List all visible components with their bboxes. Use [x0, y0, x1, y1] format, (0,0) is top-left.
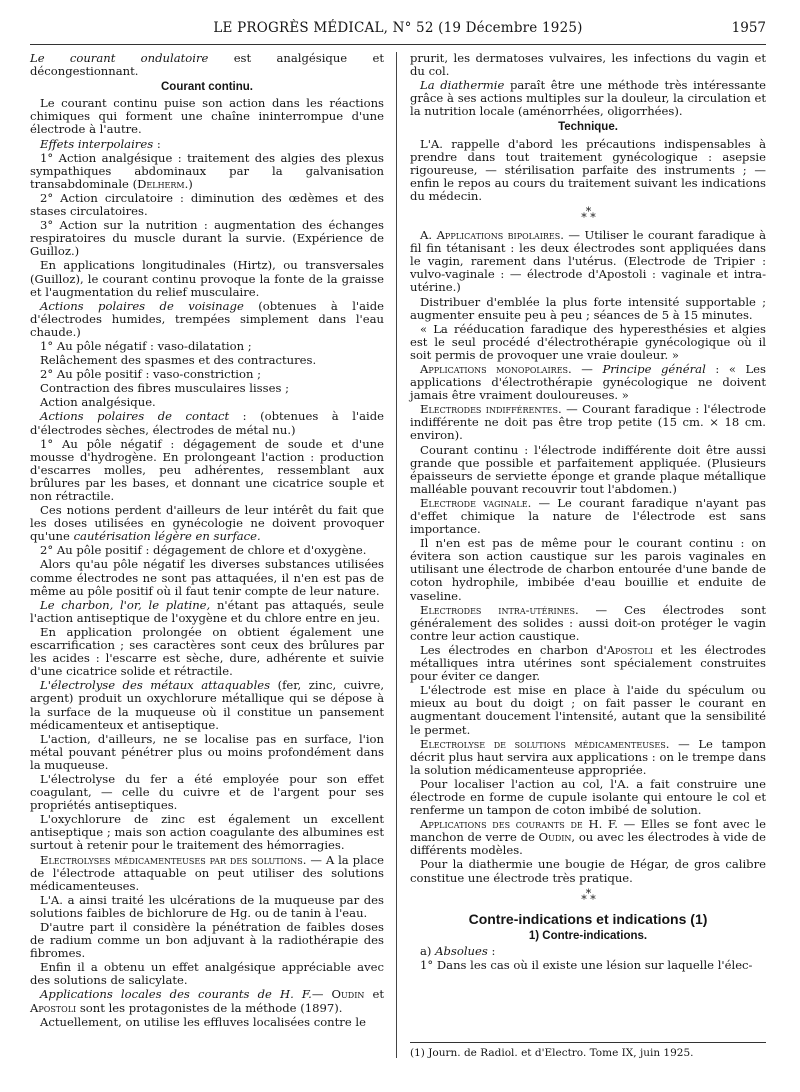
text-run: : — [487, 943, 496, 958]
text-run: : « Les applications d'électrothérapie gynécologique ne doivent jamais être vraiment douloureuses. » — [410, 361, 766, 403]
text-run: 3° Action sur la nutrition : augmentation des échanges respiratoires du muscle durant la survie. (Expérience de Guilloz.) — [30, 218, 384, 259]
paragraph — [30, 138, 384, 151]
text-run: Contraction des fibres musculaires lisses ; — [40, 381, 289, 396]
text-run: — — [311, 987, 332, 1002]
paragraph — [30, 219, 384, 258]
text-run: Les électrodes en charbon d' — [420, 642, 607, 657]
running-title: LE PROGRÈS MÉDICAL, N° 52 (19 Décembre 1925) — [213, 20, 583, 36]
paragraph — [30, 354, 384, 367]
paragraph — [410, 684, 766, 736]
text-run: Apostoli — [606, 642, 653, 657]
text-run: (obtenues à l'aide d'électrodes humides, trempées simplement dans l'eau chaude.) — [30, 298, 384, 339]
paragraph — [30, 544, 384, 557]
text-run: Applications monopolaires — [420, 361, 569, 376]
text-run: En application prolongée on obtient également une escarrification ; ses caractères sont ceux des brûlures par les acides : l'escarre est sèche, dure, adhérente et suivie d'une cicatrice solide et rétractile. — [30, 624, 384, 679]
text-run: Oudin — [538, 830, 572, 845]
text-run: Distribuer d'emblée la plus forte intensité supportable ; augmenter ensuite peu à peu ; séances de 5 à 15 minutes. — [410, 294, 766, 322]
text-run: Electrolyse de solutions médicamenteuses — [420, 736, 666, 751]
subsection-heading: 1) Contre-indications. — [528, 929, 648, 942]
footnote-rule — [410, 1042, 766, 1043]
paragraph — [410, 229, 766, 294]
text-run: L'action, d'ailleurs, ne se localise pas en surface, l'ion métal pouvant pénétrer plus ou moins profondément dans la muqueuse. — [30, 731, 384, 772]
column-divider — [396, 52, 397, 1058]
paragraph — [30, 813, 384, 852]
paragraph — [30, 152, 384, 191]
paragraph — [410, 444, 766, 496]
text-run: Ces notions perdent d'ailleurs de leur intérêt du fait que les doses utilisées en gynécologie ne doivent provoquer qu'une — [30, 503, 384, 544]
paragraph — [410, 959, 766, 972]
paragraph — [30, 921, 384, 960]
text-run: Le courant continu puise son action dans les réactions chimiques qui forment une chaîne ininterrompue d'une électrode à l'autre. — [30, 96, 384, 137]
text-run: . — Ces électrodes sont généralement des solides : aussi doit-on protéger le vagin contre leur action caustique. — [410, 602, 766, 643]
text-run: Actuellement, on utilise les effluves localisées contre le — [40, 1014, 366, 1029]
text-run: (fer, zinc, cuivre, argent) produit un oxychlorure métallique qui se dépose à la surface de la muqueuse où il constitue un pansement médicamenteux et antiseptique. — [30, 678, 384, 732]
text-run: Relâchement des spasmes et des contractures. — [40, 353, 317, 368]
left-column — [30, 52, 384, 1030]
text-run: 1° Action analgésique : traitement des algies des plexus sympathiques abdominaux par la galvanisation transabdominale ( — [30, 150, 384, 191]
text-run: , ou avec les électrodes à vide de différents modèles. — [410, 830, 766, 858]
text-run: : (obtenues à l'aide d'électrodes sèches, électrodes de métal nu.) — [30, 409, 384, 437]
text-run: Applications bipolaires — [436, 228, 561, 243]
paragraph — [30, 368, 384, 381]
text-run: Pour la diathermie une bougie de Hégar, de gros calibre constitue une électrode très pratique. — [410, 857, 766, 885]
asterism-separator: *** — [581, 886, 595, 906]
paragraph — [30, 1016, 384, 1029]
paragraph — [410, 738, 766, 777]
text-run: et — [364, 987, 384, 1002]
text-run: Action analgésique. — [40, 395, 156, 410]
page-header — [30, 20, 766, 42]
text-run: Effets interpolaires — [40, 136, 154, 151]
right-column — [410, 52, 766, 973]
paragraph — [30, 340, 384, 353]
paragraph — [30, 300, 384, 339]
text-run: En applications longitudinales (Hirtz), ou transversales (Guilloz), le courant continu provoque la fonte de la graisse et l'augmentation du relief musculaire. — [30, 258, 384, 299]
text-run: Le charbon, l'or, le platine, — [40, 597, 211, 612]
text-run: . — Courant faradique : l'électrode indifférente ne doit pas être trop petite (15 cm. × 18 cm. environ). — [410, 402, 766, 443]
text-run: L'oxychlorure de zinc est également un excellent antiseptique ; mais son action coagulante des albumines est surtout à retenir pour le traitement des hémorragies. — [30, 812, 384, 853]
paragraph — [30, 97, 384, 136]
text-run: . — Utiliser le courant faradique à fil fin tétanisant : les deux électrodes sont appliquées dans le vagin, rarement dans l'utérus. (Electrode de Tripier : vulvo-vaginale : — électrode d'Apostoli : vaginale et intra-utérine.) — [410, 228, 766, 295]
paragraph — [410, 138, 766, 203]
text-run: . — A la place de l'électrode attaquable on peut utiliser des solutions médicamenteuses. — [30, 852, 384, 893]
text-run: a) — [420, 943, 436, 958]
paragraph — [410, 644, 766, 683]
text-run: .) — [184, 176, 193, 191]
paragraph — [30, 504, 384, 543]
paragraph — [30, 192, 384, 218]
text-run: 2° Au pôle positif : dégagement de chlore et d'oxygène. — [40, 543, 367, 558]
text-run: Pour localiser l'action au col, l'A. a fait construire une électrode en forme de cupule isolante qui entoure le col et renferme un tampon de coton imbibé de solution. — [410, 776, 766, 818]
paragraph — [410, 945, 766, 958]
paragraph — [410, 537, 766, 602]
paragraph — [410, 604, 766, 643]
header-rule — [30, 44, 766, 45]
paragraph — [30, 988, 384, 1014]
text-run: 1° Dans les cas où il existe une lésion sur laquelle l'élec- — [420, 957, 753, 972]
paragraph — [410, 323, 766, 362]
text-run: Electrodes intra-utérines — [420, 602, 575, 617]
text-run: et les électrodes métalliques intra utérines sont spécialement construites pour éviter ce danger. — [410, 642, 766, 684]
text-run: Le courant ondulatoire — [30, 51, 209, 65]
paragraph — [410, 296, 766, 322]
asterism-separator: *** — [581, 205, 595, 225]
paragraph — [30, 558, 384, 597]
subsection-heading: Technique. — [558, 121, 618, 134]
text-run: L'électrolyse du fer a été employée pour son effet coagulant, — celle du cuivre et de l'argent pour ses propriétés antiseptiques. — [30, 771, 384, 813]
paragraph — [30, 52, 384, 78]
text-run: L'A. a ainsi traité les ulcérations de la muqueuse par des solutions faibles de bichlorure de Hg. ou de tanin à l'eau. — [30, 892, 384, 920]
text-run: A. — [420, 228, 437, 243]
paragraph — [30, 382, 384, 395]
paragraph — [410, 818, 766, 857]
text-run: La diathermie — [420, 78, 505, 93]
paragraph — [30, 733, 384, 772]
section-heading: Contre-indications et indications (1) — [468, 910, 708, 927]
page-number: 1957 — [731, 20, 766, 36]
footnote: (1) Journ. de Radiol. et d'Electro. Tome IX, juin 1925. — [410, 1047, 694, 1059]
paragraph — [410, 497, 766, 536]
text-run: Actions polaires de contact — [40, 409, 230, 424]
paragraph — [30, 894, 384, 920]
text-run: Applications des courants de H. F. — [420, 817, 618, 832]
paragraph — [30, 438, 384, 503]
text-run: Oudin — [331, 987, 365, 1002]
paragraph — [30, 410, 384, 436]
paragraph — [30, 679, 384, 731]
paragraph — [30, 396, 384, 409]
text-run: Enfin il a obtenu un effet analgésique appréciable avec des solutions de salicylate. — [30, 960, 384, 988]
text-run: 1° Au pôle négatif : vaso-dilatation ; — [40, 338, 252, 353]
text-run: Alors qu'au pôle négatif les diverses substances utilisées comme électrodes ne sont pas attaquées, il n'en est pas de même au pôle positif où il faut tenir compte de leur nature. — [30, 557, 384, 598]
text-run: D'autre part il considère la pénétration de faibles doses de radium comme un bon adjuvant à la radiothérapie des fibromes. — [30, 920, 384, 961]
paragraph — [410, 778, 766, 817]
text-run: est analgésique et décongestionnant. — [30, 51, 384, 79]
paragraph — [30, 773, 384, 812]
text-run: Electrodes indifférentes — [420, 402, 558, 417]
text-run: Apostoli — [30, 1000, 77, 1015]
text-run: L'électrolyse des métaux attaquables — [40, 678, 271, 693]
paragraph — [30, 259, 384, 298]
paragraph — [30, 626, 384, 678]
paragraph — [30, 854, 384, 893]
paragraph — [410, 52, 766, 78]
text-run: Delherm — [137, 176, 185, 191]
text-run: L'électrode est mise en place à l'aide du spéculum ou mieux au bout du doigt ; on fait passer le courant en augmentant doucement l'intensité, autant que la sensibilité le permet. — [410, 683, 766, 737]
subsection-heading: Courant continu. — [161, 81, 253, 94]
text-run: . — — [568, 361, 603, 376]
text-run: Il n'en est pas de même pour le courant continu : on évitera son action caustique sur les parois vaginales en utilisant une électrode de charbon entourée d'une bande de coton hydrophile, imbibée d'eau bouillie et enduite de vaseline. — [410, 536, 766, 603]
paragraph — [30, 961, 384, 987]
paragraph — [410, 79, 766, 118]
text-run: Electrolyses médicamenteuses par des solutions — [40, 852, 303, 867]
text-run: — Elles se font avec le manchon de verre de — [410, 817, 766, 845]
text-run: . — Le tampon décrit plus haut servira aux applications : on le trempe dans la solution médicamenteuse appropriée. — [410, 736, 766, 777]
text-run: Electrode vaginale — [420, 495, 528, 510]
text-run: 2° Action circulatoire : diminution des œdèmes et des stases circulatoires. — [30, 190, 384, 219]
text-run: Courant continu : l'électrode indifférente doit être aussi grande que possible et parfaitement appliquée. (Plusieurs épaisseurs de serviette éponge et grande plaque métallique malléable pouvant recouvrir tout l'abdomen.) — [410, 442, 766, 496]
text-run: Actions polaires de voisinage — [40, 298, 244, 313]
paragraph — [410, 858, 766, 884]
paragraph — [30, 599, 384, 625]
text-run: 1° Au pôle négatif : dégagement de soude et d'une mousse d'hydrogène. En prolongeant l'action : production d'escarres molles, peu adhérentes, ressemblant aux brûlures par les bases, et donnant une cicatrice souple et non rétractile. — [30, 436, 384, 503]
text-run: L'A. rappelle d'abord les précautions indispensables à prendre dans tout traitement gynécologique : asepsie rigoureuse, — stérilisation parfaite des instruments ; — enfin le repos au cours du traitement suivant les indications du médecin. — [410, 136, 766, 203]
paragraph — [410, 403, 766, 442]
text-run: paraît être une méthode très intéressante grâce à ses actions multiples sur la douleur, la circulation et la nutrition locale (aménorrhées, oligorrhées). — [410, 78, 767, 119]
text-run: : — [153, 136, 161, 151]
text-run: Applications locales des courants de H. F. — [40, 987, 312, 1002]
text-run: Principe général — [602, 361, 706, 376]
text-run: Absolues — [435, 943, 488, 958]
text-run: prurit, les dermatoses vulvaires, les infections du vagin et du col. — [410, 51, 766, 79]
text-run: . — Le courant faradique n'ayant pas d'effet chimique la nature de l'électrode est sans importance. — [410, 495, 766, 537]
paragraph — [410, 363, 766, 402]
text-run: sont les protagonistes de la méthode (1897). — [76, 1000, 343, 1015]
text-run: cautérisation légère en surface. — [73, 529, 261, 544]
text-run: n'étant pas attaqués, seule l'action antiseptique de l'oxygène et du chlore entre en jeu. — [30, 597, 384, 625]
text-run: « La rééducation faradique des hyperesthésies et algies est le seul procédé d'électrothérapie gynécologique où il soit permis de provoquer une vraie douleur. » — [410, 321, 766, 362]
text-run: 2° Au pôle positif : vaso-constriction ; — [40, 367, 262, 382]
